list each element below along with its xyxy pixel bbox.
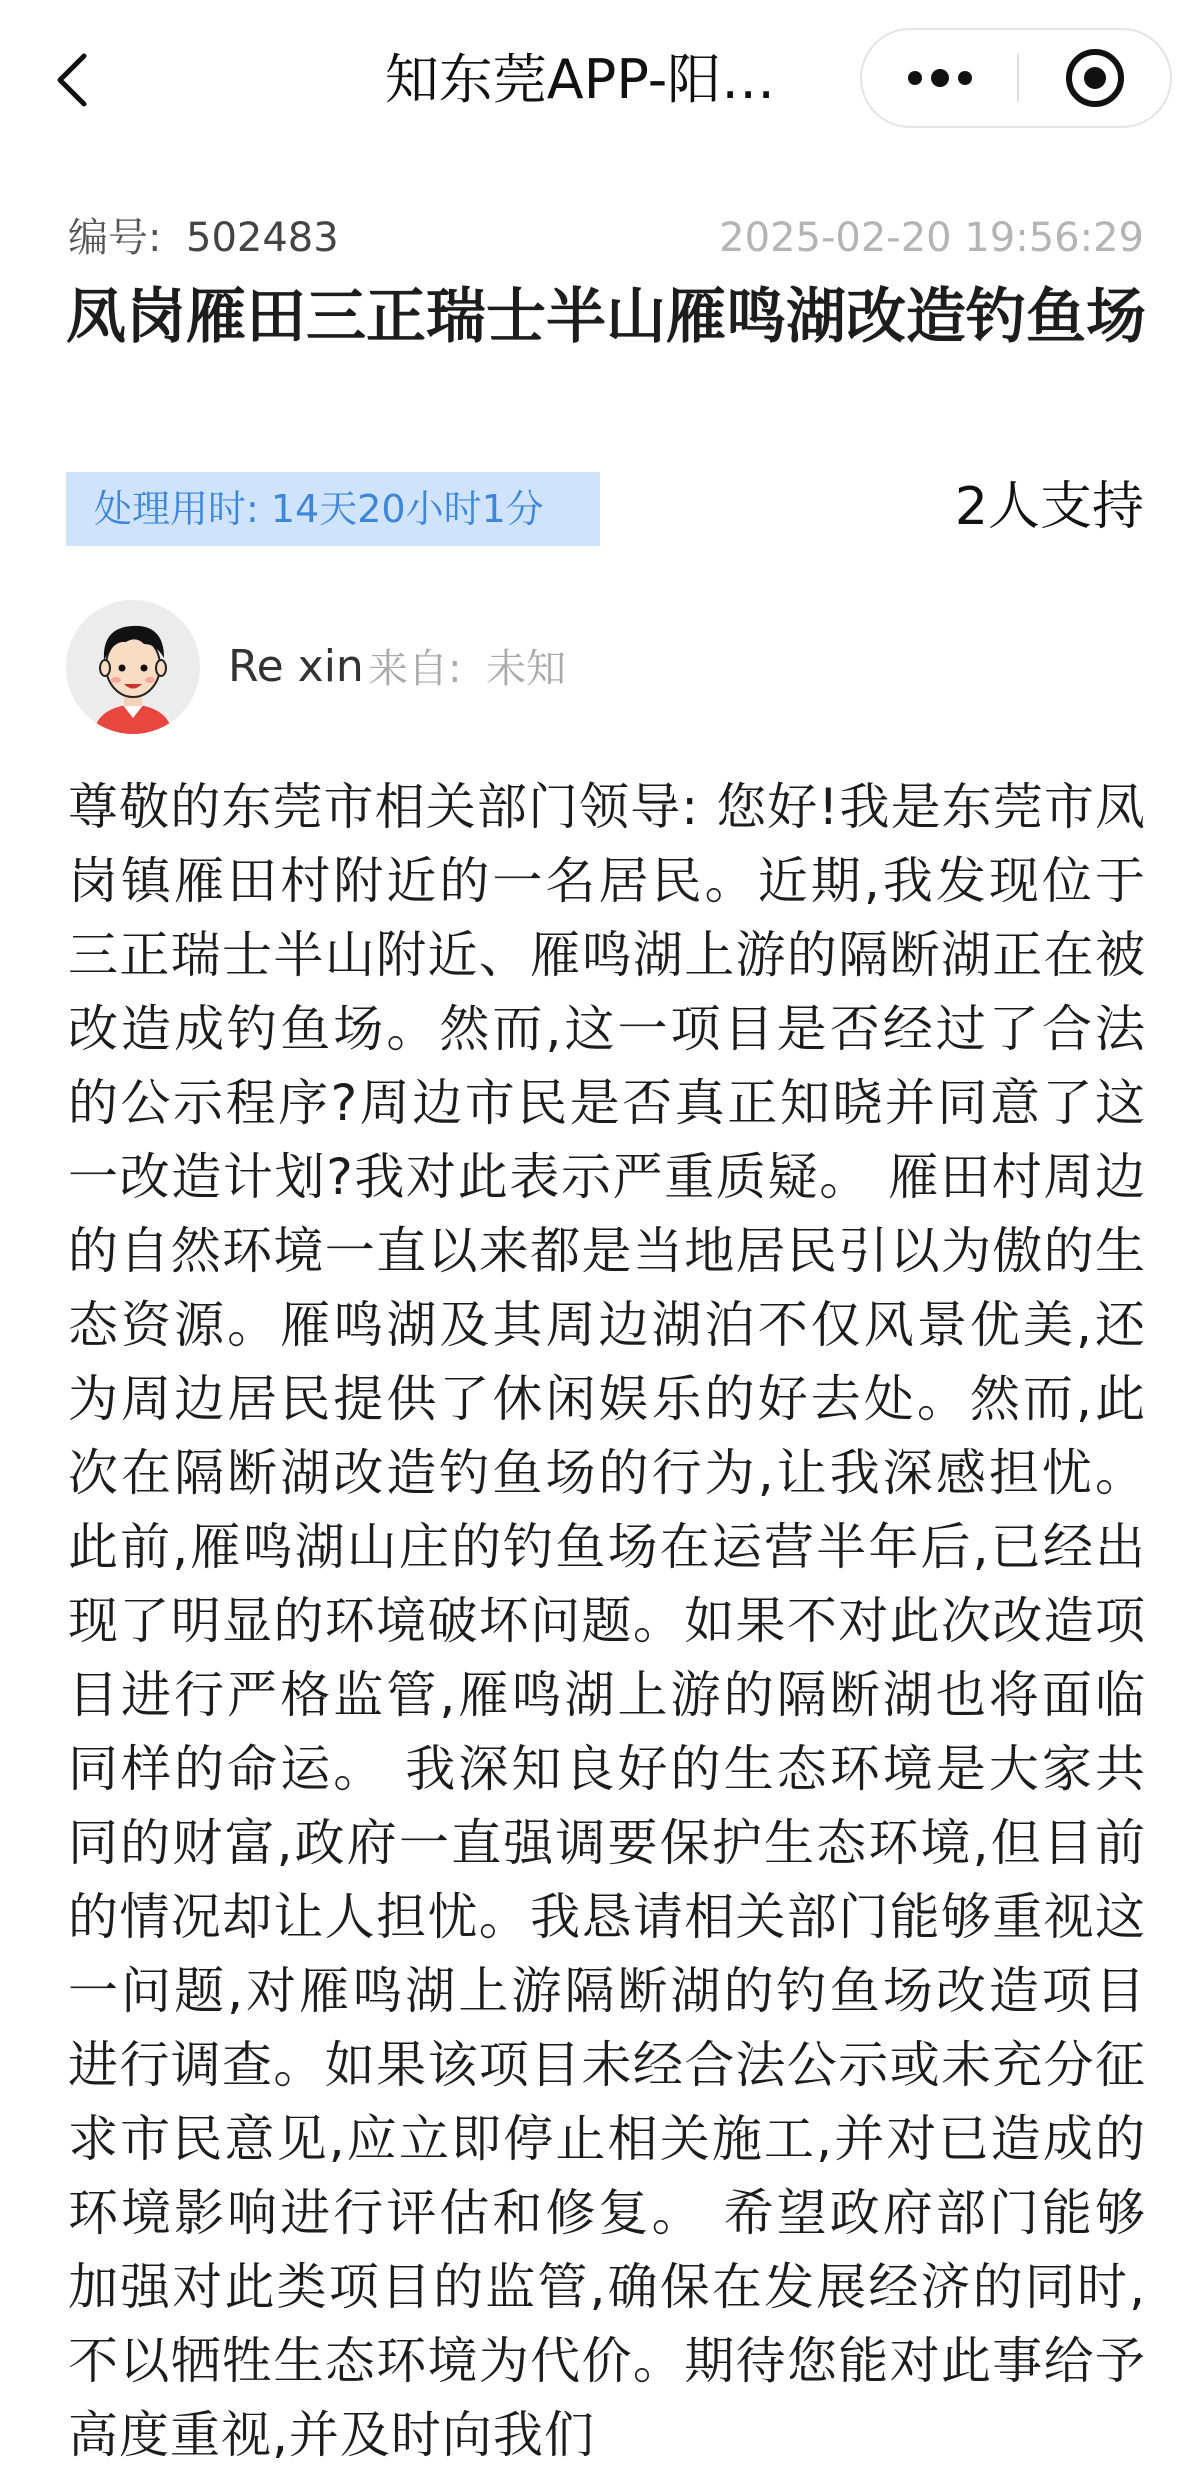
more-dots-icon (905, 68, 975, 88)
target-circle-icon (1064, 47, 1126, 109)
close-button[interactable] (1019, 30, 1170, 126)
navigation-bar (0, 0, 1200, 160)
author-source-label: 来自: (368, 646, 462, 692)
post-title: 凤岗雁田三正瑞士半山雁鸣湖改造钓鱼场 (66, 282, 1146, 352)
processing-time-badge: 处理用时: 14天20小时1分 (66, 472, 600, 546)
more-button[interactable] (862, 30, 1017, 126)
avatar[interactable] (66, 600, 200, 734)
chevron-left-icon (52, 50, 92, 110)
author-source-value: 未知 (486, 646, 566, 692)
support-count[interactable]: 2人支持 (954, 477, 1144, 537)
author-row (66, 600, 1142, 734)
meta-row (68, 208, 1144, 268)
back-button[interactable] (40, 38, 104, 122)
post-timestamp: 2025-02-20 19:56:29 (719, 215, 1144, 261)
avatar-illustration-icon (66, 600, 200, 734)
serial-value: 502483 (186, 215, 339, 261)
page-title: 知东莞APP-阳… (384, 48, 776, 111)
author-name: Re xin (228, 641, 364, 692)
post-body-text: 尊敬的东莞市相关部门领导: 您好!我是东莞市凤岗镇雁田村附近的一名居民。近期,我发现位于三正瑞士半山附近、雁鸣湖上游的隔断湖正在被改造成钓鱼场。然而,这一项目是否经过了合法的公示程序?周边市民是否真正知晓并同意了这一改造计划?我对此表示严重质疑。 雁田村周边的自然环境一直以来都是当地居民引以为傲的生态资源。雁鸣湖及其周边湖泊不仅风景优美,还为周边居民提供了休闲娱乐的好去处。然而,此次在隔断湖改造钓鱼场的行为,让我深感担忧。此前,雁鸣湖山庄的钓鱼场在运营半年后,已经出现了明显的环境破坏问题。如果不对此次改造项目进行严格监管,雁鸣湖上游的隔断湖也将面临同样的命运。 我深知良好的生态环境是大家共同的财富,政府一直强调要保护生态环境,但目前的情况却让人担忧。我恳请相关部门能够重视这一问题,对雁鸣湖上游隔断湖的钓鱼场改造项目进行调查。如果该项目未经合法公示或未充分征求市民意见,应立即停止相关施工,并对已造成的环境影响进行评估和修复。 希望政府部门能够加强对此类项目的监管,确保在发展经济的同时,不以牺牲生态环境为代价。期待您能对此事给予高度重视,并及时向我们 (68, 778, 1146, 2464)
serial-label: 编号: (68, 215, 162, 261)
mini-program-capsule (860, 28, 1172, 128)
